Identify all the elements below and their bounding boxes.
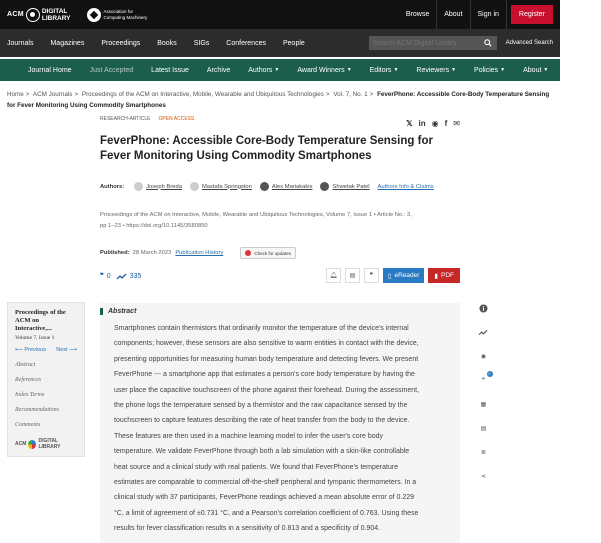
check-for-updates-button[interactable] xyxy=(240,247,296,259)
previous-label: Previous xyxy=(24,347,46,353)
sidebar-item-recommendations[interactable]: Recommendations xyxy=(15,407,59,413)
abstract-line: temperature. We validate FeverPhone through both a lab simulation with a skin-like controllable xyxy=(114,448,410,456)
chevron-down-icon: ▼ xyxy=(451,67,457,73)
assoc-line1: Association for xyxy=(103,9,134,14)
author-link[interactable] xyxy=(260,182,313,191)
chevron-down-icon: ▼ xyxy=(393,67,399,73)
author-link[interactable] xyxy=(190,182,252,191)
info-icon[interactable] xyxy=(479,303,489,313)
linkedin-icon[interactable]: in xyxy=(418,119,426,128)
journal-nav-label: Policies xyxy=(474,66,499,74)
main-nav xyxy=(0,29,560,57)
nav-sigs[interactable]: SIGs xyxy=(193,39,210,47)
author-name: Shwetak Patel xyxy=(332,183,370,190)
journal-nav-item[interactable] xyxy=(151,67,189,74)
abstract-line: touchscreen to capture features describing the rate of heat transfer from the body to the device. xyxy=(114,417,410,425)
sidebar-volume-issue: Volume 7, Issue 1 xyxy=(15,335,55,341)
chevron-down-icon: ▼ xyxy=(346,67,352,73)
share-icon[interactable]: ⋖ xyxy=(480,473,487,480)
authors-info-link[interactable]: Authors Info & Claims xyxy=(377,183,434,190)
journal-nav-item[interactable] xyxy=(28,67,72,74)
nav-proceedings[interactable]: Proceedings xyxy=(101,39,141,47)
abstract-line: the phone logs the temperature sensed by a thermistor and the raw capacitance sensed by the xyxy=(114,402,408,410)
nav-books[interactable]: Books xyxy=(157,39,177,47)
top-nav xyxy=(399,0,553,29)
abstract-line: user place the capacitive touchscreen of the phone against their forehead. During the assessment, xyxy=(114,386,420,394)
breadcrumb-journal[interactable]: Proceedings of the ACM on Interactive, Mobile, Wearable and Ubiquitous Technologies xyxy=(81,91,324,98)
search-input[interactable] xyxy=(369,36,479,50)
journal-nav-label: Editors xyxy=(369,66,392,74)
published-label: Published: xyxy=(100,250,130,256)
journal-nav-label: Contact Us xyxy=(566,66,601,74)
proceedings-line1: Proceedings of the ACM on Interactive, Mobile, Wearable and Ubiquitous Technologies, Volume 7, Issue 1 • Article No.: 3, xyxy=(100,212,412,218)
journal-nav-item[interactable] xyxy=(297,67,351,74)
abstract-line: These features are then used in a machine learning model to infer the user's core body xyxy=(114,432,384,440)
journal-nav-item[interactable] xyxy=(566,67,601,74)
sidebar-item-comments[interactable]: Comments xyxy=(15,422,41,428)
reference-icon[interactable]: ≣ xyxy=(480,449,487,456)
published-date: 28 March 2023 xyxy=(132,250,172,256)
comments-icon[interactable]: ❞ 0 xyxy=(479,375,489,385)
alert-bell-icon[interactable]: 🔔︎ xyxy=(326,268,341,283)
sidebar-logo-dl: DIGITAL LIBRARY xyxy=(38,438,61,450)
journal-nav-label: Just Accepted xyxy=(89,66,134,74)
acm-association-logo[interactable] xyxy=(87,8,148,22)
search-icon xyxy=(484,39,492,47)
sign-in-link[interactable]: Sign in xyxy=(471,0,507,29)
download-count: 335 xyxy=(129,272,142,280)
facebook-icon[interactable]: f xyxy=(444,119,448,128)
assoc-line2: Computing Machinery xyxy=(103,14,148,20)
ereader-label: eReader xyxy=(394,272,420,279)
journal-nav-item[interactable] xyxy=(370,67,399,74)
table-icon[interactable]: ▦ xyxy=(480,401,487,408)
search-box xyxy=(369,36,497,50)
abstract-section xyxy=(100,303,460,543)
advanced-search-link[interactable]: Advanced Search xyxy=(505,40,553,46)
article-actions xyxy=(326,268,460,283)
breadcrumb-acm-journals[interactable]: ACM Journals xyxy=(32,91,73,98)
browse-link[interactable]: Browse xyxy=(399,0,437,29)
sidebar-item-references[interactable]: References xyxy=(15,377,42,383)
author-name: Joseph Breda xyxy=(146,183,182,190)
journal-nav-label: Award Winners xyxy=(297,66,345,74)
share-bar xyxy=(406,119,460,128)
breadcrumb: Home > ACM Journals > Proceedings of the ACM on Interactive, Mobile, Wearable and Ubiquitous Technologies > Vol. 7, No. 1 > FeverPhone: Accessible Core-Body Temperature Sensing for Fever Monitoring Using Commodity Smartphones xyxy=(7,91,550,109)
email-icon[interactable]: ✉ xyxy=(453,119,460,128)
abstract-line: heat source and a clinical study with real patients. We found that FeverPhone's temperature xyxy=(114,463,399,471)
published-row xyxy=(100,247,460,259)
logo-dl-line2: LIBRARY xyxy=(41,14,71,22)
association-text xyxy=(104,9,148,20)
open-access-badge: OPEN ACCESS xyxy=(158,116,195,122)
sidebar-item-index-terms[interactable]: Index Terms xyxy=(15,392,45,398)
journal-nav-item[interactable] xyxy=(523,67,548,74)
author-link[interactable] xyxy=(134,182,182,191)
article-type: RESEARCH-ARTICLE xyxy=(100,116,151,122)
avatar xyxy=(134,182,143,191)
twitter-icon[interactable]: 𝕏 xyxy=(406,119,413,128)
avatar xyxy=(260,182,269,191)
book-icon: ▯ xyxy=(387,272,392,280)
logo-dl-line1: DIGITAL xyxy=(41,7,68,15)
search-button[interactable] xyxy=(479,36,497,50)
journal-nav-item[interactable] xyxy=(416,67,456,74)
abstract-line: results for fever classification results in a sensitivity of 0.813 and a specificity of 0.904. xyxy=(114,525,381,533)
acm-diamond-icon xyxy=(87,8,101,22)
breadcrumb-current: FeverPhone: Accessible Core-Body Temperature Sensing for Fever Monitoring Using Commodity Smartphones xyxy=(7,91,550,109)
journal-nav-item[interactable] xyxy=(248,67,279,74)
journal-nav xyxy=(0,59,601,81)
journal-nav-label: About xyxy=(523,66,542,74)
author-name: Mastafa Springston xyxy=(201,183,252,190)
downloads-metric[interactable] xyxy=(117,273,142,280)
dl-logo-icon xyxy=(28,440,36,449)
abstract-body xyxy=(100,315,460,537)
comment-count-badge: 0 xyxy=(487,371,493,377)
breadcrumb-volume[interactable]: Vol. 7, No. 1 xyxy=(333,91,368,98)
quote-icon: ❞ xyxy=(100,273,104,280)
author-link[interactable] xyxy=(320,182,369,191)
avatar xyxy=(190,182,199,191)
nav-magazines[interactable]: Magazines xyxy=(50,39,85,47)
nav-people[interactable]: People xyxy=(282,39,305,47)
article-title: FeverPhone: Accessible Core-Body Temperature Sensing for Fever Monitoring Using Commodity Smartphones xyxy=(100,135,433,162)
journal-nav-item[interactable] xyxy=(207,67,230,74)
nav-conferences[interactable]: Conferences xyxy=(226,39,266,47)
authors-label: Authors: xyxy=(100,183,125,190)
authors-row xyxy=(100,182,460,191)
author-name: Alex Mariakakis xyxy=(271,183,313,190)
journal-nav-label: Reviewers xyxy=(416,66,450,74)
sidebar-logo-acm: ACM xyxy=(15,441,27,447)
pdf-button[interactable] xyxy=(428,268,460,283)
publication-history-link[interactable]: Publication History xyxy=(175,250,224,256)
sidebar-journal-title[interactable]: Proceedings of the ACM on Interactive,... xyxy=(15,309,66,332)
article-header xyxy=(100,116,460,280)
cite-quote-icon[interactable]: ❞ xyxy=(364,268,379,283)
abstract-line: components; however, these sensors are also sensitive to warm entities in contact with the device, xyxy=(114,340,419,348)
ereader-button[interactable] xyxy=(383,268,425,283)
abstract-line: FeverPhone --- a smartphone app that estimates a person's core body temperature by having the xyxy=(114,371,415,379)
chevron-down-icon: ▼ xyxy=(274,67,280,73)
folder-icon[interactable]: ▤ xyxy=(345,268,360,283)
previous-article-link[interactable]: ⟵ Previous xyxy=(15,347,46,353)
sidebar-acm-dl-logo xyxy=(15,438,77,450)
citations-metric[interactable] xyxy=(100,272,111,280)
dl-logo-icon xyxy=(26,8,40,22)
journal-nav-item[interactable] xyxy=(90,67,134,74)
nav-journals[interactable]: Journals xyxy=(7,39,34,47)
breadcrumb-home[interactable]: Home xyxy=(7,91,24,98)
journal-nav-item[interactable] xyxy=(474,67,505,74)
citation-count: 0 xyxy=(106,272,111,280)
pdf-label: PDF xyxy=(441,272,454,279)
proceedings-line2: pp 1–23 • https://doi.org/10.1145/3580850 xyxy=(100,223,208,229)
journal-nav-label: Archive xyxy=(206,66,231,74)
right-tool-rail xyxy=(476,303,491,481)
abstract-line: °C, a limit of agreement of ±0.731 °C, and a Pearson's correlation coefficient of 0.763. Using these xyxy=(114,509,419,517)
reddit-icon[interactable]: ◉ xyxy=(431,119,439,128)
logo-acm-text: ACM xyxy=(7,11,24,18)
trend-icon xyxy=(117,273,127,280)
proceedings-info xyxy=(100,210,460,232)
check-updates-label: Check for updates xyxy=(254,250,291,256)
sidebar-item-abstract[interactable]: Abstract xyxy=(15,362,36,368)
journal-nav-label: Authors xyxy=(248,66,273,74)
register-button[interactable]: Register xyxy=(511,5,553,24)
pdf-icon: ▮ xyxy=(434,272,438,280)
issue-pagination xyxy=(15,347,77,353)
eye-icon[interactable]: ◉ xyxy=(480,353,487,360)
crossmark-icon xyxy=(245,250,251,256)
abstract-line: presenting opportunities for measuring human body temperature and detecting fevers. We present xyxy=(114,355,419,363)
chevron-down-icon: ▼ xyxy=(543,67,549,73)
journal-nav-label: Journal Home xyxy=(28,66,72,74)
logo-dl-text xyxy=(42,8,71,22)
figures-icon[interactable]: ▤ xyxy=(480,425,487,432)
abstract-line: clinical study with 37 participants, FeverPhone readings achieved a mean absolute error of 0.229 xyxy=(114,494,415,502)
abstract-heading: Abstract xyxy=(100,308,460,315)
journal-nav-label: Latest Issue xyxy=(151,66,189,74)
next-label: Next xyxy=(56,347,68,353)
avatar xyxy=(320,182,329,191)
abstract-line: Smartphones contain thermistors that ordinarily monitor the temperature of the device's internal xyxy=(114,325,409,332)
about-link[interactable]: About xyxy=(437,0,470,29)
top-bar xyxy=(0,0,560,29)
acm-dl-logo[interactable] xyxy=(7,8,71,22)
issue-sidebar xyxy=(7,302,85,457)
next-article-link[interactable]: Next ⟶ xyxy=(56,347,77,353)
metrics-trend-icon[interactable] xyxy=(479,327,489,337)
chevron-down-icon: ▼ xyxy=(500,67,506,73)
abstract-line: estimates are comparable to commercial off-the-shelf peripheral and tympanic thermometers. In a xyxy=(114,479,417,487)
